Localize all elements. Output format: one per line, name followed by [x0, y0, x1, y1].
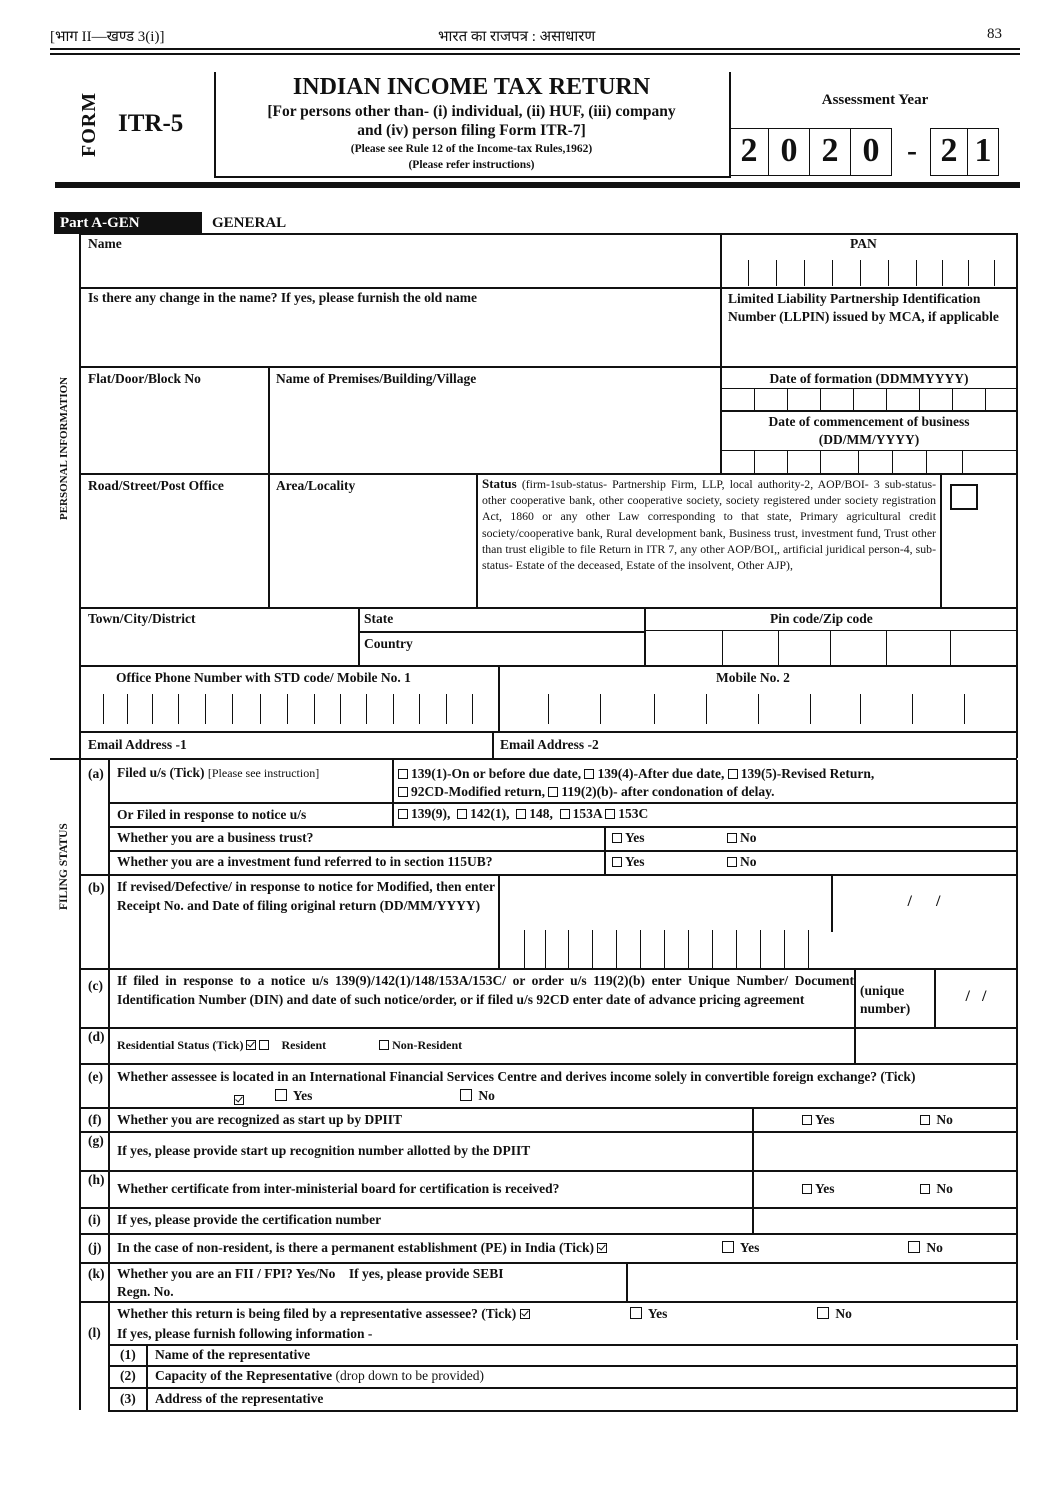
tick-icon [597, 1243, 607, 1253]
option-139-5[interactable]: 139(5)-Revised Return, [728, 766, 874, 781]
header-rule [50, 48, 1020, 50]
tick-icon [520, 1309, 530, 1319]
email2-label: Email Address -2 [500, 737, 599, 752]
notice-date-input[interactable]: / / [965, 988, 987, 1005]
ay-digit: 0 [768, 128, 810, 176]
marker-h: (h) [88, 1172, 105, 1187]
item-number: (1) [120, 1347, 136, 1362]
area-label: Area/Locality [276, 478, 356, 493]
marker-f: (f) [88, 1112, 102, 1127]
checkbox[interactable] [722, 1241, 734, 1253]
investment-fund-label: Whether you are a investment fund referred to in section 115UB? [117, 854, 493, 869]
business-trust-label: Whether you are a business trust? [117, 830, 314, 845]
ifsc-yes[interactable]: Yes [275, 1088, 312, 1104]
marker-c: (c) [88, 978, 103, 993]
residential-status-label: Residential Status (Tick) [117, 1038, 244, 1052]
town-label: Town/City/District [88, 611, 196, 626]
filed-us-label: Filed u/s (Tick) [Please see instruction] [117, 765, 320, 780]
checkbox[interactable] [802, 1115, 812, 1125]
non-resident-option: Non-Resident [392, 1038, 463, 1052]
certification-number-input[interactable] [754, 1209, 1014, 1231]
filing-status-label: FILING STATUS [58, 823, 70, 910]
flat-input[interactable] [82, 390, 266, 472]
form-label: FORM [78, 91, 100, 157]
checkbox[interactable] [398, 769, 408, 779]
premises-input[interactable] [272, 390, 718, 472]
marker-a: (a) [88, 766, 104, 781]
investment-fund-no[interactable]: No [727, 854, 757, 870]
old-name-input[interactable] [82, 308, 718, 366]
status-description [482, 476, 936, 573]
llpin-label: Limited Liability Partnership Identification Number (LLPIN) issued by MCA, if applicable [728, 291, 999, 324]
town-input[interactable] [82, 628, 356, 664]
notice-153a[interactable]: 153A [560, 806, 602, 821]
ay-digit: 2 [930, 128, 968, 176]
checkbox[interactable] [817, 1307, 829, 1319]
checkbox[interactable] [612, 857, 622, 867]
marker-i: (i) [88, 1212, 101, 1227]
resident-option: Resident [281, 1038, 327, 1052]
date-formation-label: Date of formation (DDMMYYYY) [769, 371, 969, 386]
item-label: Capacity of the Representative [155, 1368, 333, 1383]
pin-label: Pin code/Zip code [770, 611, 873, 626]
premises-label: Name of Premises/Building/Village [276, 371, 477, 386]
option-139-1[interactable]: 139(1)-On or before due date, [398, 766, 581, 781]
email2-input[interactable] [630, 734, 1014, 756]
furnish-info-label: If yes, please furnish following information - [117, 1326, 373, 1341]
pe-yes[interactable]: Yes [722, 1240, 759, 1256]
road-label: Road/Street/Post Office [88, 478, 224, 493]
area-input[interactable] [272, 496, 474, 606]
checkbox[interactable] [920, 1184, 930, 1194]
checkbox[interactable] [548, 787, 558, 797]
checkbox[interactable] [584, 769, 594, 779]
option-119-2b[interactable]: 119(2)(b)- after condonation of delay. [548, 784, 774, 799]
form-subtitle: [For persons other than- (i) individual, (ii) HUF, (iii) company [267, 103, 676, 120]
instructions-note: (Please refer instructions) [408, 159, 535, 171]
checkbox[interactable] [398, 809, 408, 819]
startup-yes[interactable]: Yes [802, 1112, 835, 1128]
ifsc-no[interactable]: No [460, 1088, 495, 1104]
representative-no[interactable]: No [817, 1306, 852, 1322]
marker-d: (d) [88, 1029, 105, 1044]
checkbox[interactable] [612, 833, 622, 843]
option-92cd[interactable]: 92CD-Modified return, [398, 784, 545, 799]
residential-status-input[interactable] [856, 1029, 1014, 1062]
part-title: GENERAL [212, 215, 287, 231]
tick-icon [246, 1040, 256, 1050]
notice-139-9[interactable]: 139(9), [398, 806, 450, 821]
receipt-number-input[interactable] [500, 878, 830, 930]
notice-142-1[interactable]: 142(1), [457, 806, 509, 821]
part-label: Part A-GEN [54, 212, 202, 234]
ay-digit: 2 [729, 128, 769, 176]
country-label: Country [364, 636, 413, 651]
checkbox[interactable] [460, 1089, 472, 1101]
item-label: Address of the representative [155, 1391, 324, 1406]
marker-l: (l) [88, 1325, 101, 1340]
name-label: Name [88, 236, 122, 251]
assessment-year-label: Assessment Year [821, 92, 929, 108]
pe-no[interactable]: No [908, 1240, 943, 1256]
state-label: State [364, 611, 394, 626]
item-note: (drop down to be provided) [332, 1368, 484, 1383]
ifsc-label: Whether assessee is located in an International Financial Services Centre and derives income solely in convertible foreign exchange? (Tick) [117, 1069, 916, 1084]
business-trust-yes[interactable]: Yes [612, 830, 645, 846]
checkbox[interactable] [908, 1241, 920, 1253]
marker-j: (j) [88, 1240, 102, 1255]
marker-k: (k) [88, 1266, 105, 1281]
checkbox[interactable] [802, 1184, 812, 1194]
form-code: ITR-5 [118, 110, 184, 137]
ay-digit: 1 [967, 128, 999, 176]
startup-label: Whether you are recognized as start up by DPIIT [117, 1112, 402, 1127]
gazette-part-label: [भाग II—खण्ड 3(i)] [50, 29, 165, 45]
checkbox[interactable] [560, 809, 570, 819]
option-139-4[interactable]: 139(4)-After due date, [584, 766, 724, 781]
country-input[interactable] [430, 634, 642, 664]
road-input[interactable] [82, 496, 266, 606]
name-change-label: Is there any change in the name? If yes, please furnish the old name [88, 290, 478, 305]
residential-status [117, 1038, 462, 1053]
email1-input[interactable] [200, 734, 494, 756]
header-rule [50, 53, 1020, 55]
marker-e: (e) [88, 1069, 103, 1084]
resident-checkbox[interactable] [259, 1040, 269, 1050]
revised-return-label: If revised/Defective/ in response to notice for Modified, then enter Receipt No. and Date of filing original return (DD/MM/YYYY) [117, 879, 495, 913]
status-label: Status [482, 476, 517, 491]
phone-label: Office Phone Number with STD code/ Mobile No. 1 [116, 670, 411, 685]
certificate-no[interactable]: No [920, 1181, 953, 1197]
unique-number-label: (unique number) [860, 983, 911, 1016]
certificate-label: Whether certificate from inter-ministerial board for certification is received? [117, 1181, 560, 1196]
notice-response-label: If filed in response to a notice u/s 139(9)/142(1)/148/153A/153C/ or order u/s 119(2)(b) enter Unique Number/ Document Identification Number (DIN) and date of such notice/order, or if filed u/s 92CD enter date of advance pricing agreement [117, 973, 854, 1007]
pe-label: In the case of non-resident, is there a permanent establishment (PE) in India (Tick) [117, 1240, 610, 1256]
checkbox[interactable] [727, 833, 737, 843]
item-label: Name of the representative [155, 1347, 311, 1362]
checkbox[interactable] [275, 1089, 287, 1101]
pan-label: PAN [850, 236, 877, 251]
startup-no[interactable]: No [920, 1112, 953, 1128]
certification-number-label: If yes, please provide the certification number [117, 1212, 382, 1227]
mobile2-label: Mobile No. 2 [716, 670, 790, 685]
investment-fund-yes[interactable]: Yes [612, 854, 645, 870]
certificate-yes[interactable]: Yes [802, 1181, 835, 1197]
marker-b: (b) [88, 880, 105, 895]
name-input[interactable] [82, 252, 720, 286]
checkbox[interactable] [728, 769, 738, 779]
ay-digit: 0 [850, 128, 892, 176]
marker-g: (g) [88, 1133, 104, 1148]
notice-153c[interactable]: 153C [605, 806, 648, 821]
status-text: (firm-1sub-status- Partnership Firm, LLP, local authority-2, AOP/BOI- 3 sub-status- other cooperative bank, other cooperative society, society registered under society registration Act, 1860 or any other Law corresponding to that state, Primary agricultural credit society/cooperative bank, Rural development bank, Business trust, investment fund, Trust other than trust eligible to file Return in ITR 7, any other AOP/BOI,, artificial juridical person-4, sub-status- Estate of the deceased, Estate of the insolvent, Other AJP), [482, 477, 936, 573]
checkbox[interactable] [516, 809, 526, 819]
fii-label: Whether you are an FII / FPI? Yes/No If yes, please provide SEBI Regn. No. [117, 1266, 504, 1299]
representative-label: Whether this return is being filed by a representative assessee? (Tick) [117, 1306, 533, 1322]
personal-information-label: PERSONAL INFORMATION [58, 376, 70, 520]
representative-yes[interactable]: Yes [630, 1306, 667, 1322]
sebi-regn-input[interactable] [628, 1264, 1014, 1300]
notice-options [398, 806, 648, 822]
ay-digit: 2 [809, 128, 851, 176]
ay-separator: - [907, 134, 917, 167]
gazette-title: भारत का राजपत्र : असाधारण [438, 29, 596, 45]
date-commencement-label: Date of commencement of business (DD/MM/YYYY) [768, 414, 970, 447]
checkbox[interactable] [398, 787, 408, 797]
status-checkbox[interactable] [950, 484, 978, 510]
checkbox[interactable] [920, 1115, 930, 1125]
business-trust-no[interactable]: No [727, 830, 757, 846]
item-number: (2) [120, 1368, 136, 1383]
notice-148[interactable]: 148, [516, 806, 553, 821]
page-number: 83 [987, 26, 1002, 42]
startup-number-label: If yes, please provide start up recognition number allotted by the DPIIT [117, 1143, 531, 1158]
original-return-date-input[interactable]: / / [907, 893, 941, 910]
flat-label: Flat/Door/Block No [88, 371, 201, 386]
checkbox[interactable] [630, 1307, 642, 1319]
form-title: INDIAN INCOME TAX RETURN [292, 74, 651, 100]
filed-us-options [398, 765, 1010, 801]
checkbox[interactable] [727, 857, 737, 867]
non-resident-checkbox[interactable] [379, 1040, 389, 1050]
state-input[interactable] [430, 609, 642, 631]
header-thick-rule [55, 182, 1020, 188]
checkbox[interactable] [605, 809, 615, 819]
rule-note: (Please see Rule 12 of the Income-tax Rules,1962) [350, 143, 593, 155]
checkbox[interactable] [457, 809, 467, 819]
startup-number-input[interactable] [754, 1133, 1014, 1169]
form-subtitle: and (iv) person filing Form ITR-7] [357, 122, 586, 139]
notice-label: Or Filed in response to notice u/s [117, 807, 307, 822]
email1-label: Email Address -1 [88, 737, 187, 752]
item-number: (3) [120, 1391, 136, 1406]
